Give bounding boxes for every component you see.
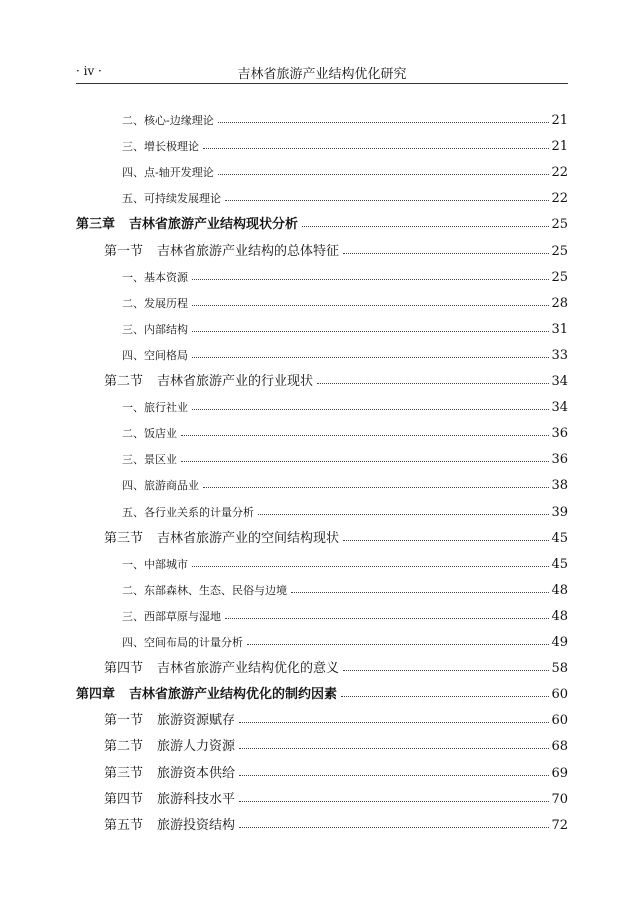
toc-entry-label [76,657,339,676]
toc-entry-title: 三、西部草原与湿地 [122,609,221,623]
toc-page-number: 34 [551,400,568,416]
toc-entry [76,706,568,728]
toc-entry-number: 第三节 [104,530,144,546]
toc-page-number: 48 [551,608,568,624]
toc-entry-label [76,814,235,833]
toc-entry-label [76,788,235,807]
toc-entry-title: 四、旅游商品业 [122,479,199,493]
toc-leader-dots [343,670,549,671]
toc-page-number: 68 [551,739,568,755]
toc-leader-dots [343,540,549,541]
toc-entry-title: 二、东部森林、生态、民俗与边境 [122,583,287,597]
toc-entry-title: 旅游科技水平 [157,791,236,807]
toc-page-number: 69 [551,765,568,781]
page-header [76,62,568,82]
toc-page-number: 21 [551,139,568,155]
toc-entry-label [76,138,199,154]
toc-entry-label [76,321,188,337]
toc-page-number: 58 [551,661,568,677]
toc-entry-title: 四、空间布局的计量分析 [122,636,243,649]
toc-page-number: 25 [551,243,568,259]
toc-entry-label [76,762,235,781]
toc-entry [76,471,568,493]
toc-leader-dots [181,461,549,462]
toc-leader-dots [192,566,549,567]
toc-entry-label [76,608,221,624]
toc-page-number: 28 [551,295,568,311]
toc-entry [76,341,568,363]
toc-leader-dots [192,409,549,410]
toc-entry-number: 第二节 [104,739,144,755]
toc-entry-number: 第一节 [104,713,144,729]
toc-page-number: 38 [551,478,568,494]
toc-entry-title: 吉林省旅游产业结构优化的意义 [157,661,340,677]
toc-entry [76,210,568,232]
toc-entry-label [76,451,177,467]
toc-entry-title: 旅游投资结构 [157,817,236,833]
toc-entry-label [76,582,287,598]
toc-leader-dots [239,775,549,776]
toc-page-number: 72 [551,817,568,833]
running-title: 吉林省旅游产业结构优化研究 [237,67,407,82]
toc-entry-label [76,269,188,285]
toc-entry-title: 吉林省旅游产业结构的总体特征 [157,243,340,259]
toc-leader-dots [225,618,549,619]
toc-page-number: 22 [551,191,568,207]
toc-leader-dots [225,200,549,201]
toc-entry-title: 吉林省旅游产业的空间结构现状 [157,530,340,546]
toc-page-number: 31 [551,321,568,337]
toc-entry [76,628,568,650]
toc-entry-title: 旅游资本供给 [157,765,236,781]
toc-entry-label [76,556,188,572]
toc-leader-dots [239,748,549,749]
toc-entry-number: 第四章 [76,687,116,703]
toc-entry-title: 吉林省旅游产业结构优化的制约因素 [129,687,338,703]
toc-entry-label [76,295,188,311]
toc-page-number: 33 [551,347,568,363]
toc-entry-label [76,527,339,546]
toc-leader-dots [218,122,550,123]
toc-entry-label [76,634,243,650]
toc-page-number: 60 [551,713,568,729]
toc-leader-dots [192,357,549,358]
toc-entry [76,759,568,781]
toc-entry-label [76,504,254,520]
toc-entry-title: 一、基本资源 [122,270,188,284]
toc-leader-dots [218,174,550,175]
toc-leader-dots [343,253,549,254]
toc-entry [76,237,568,259]
toc-entry-label [76,683,337,702]
toc-entry-title: 五、各行业关系的计量分析 [122,505,254,519]
toc-page-number: 45 [551,556,568,572]
toc-entry-number: 第三章 [76,217,116,233]
toc-entry-title: 旅游资源赋存 [157,713,236,729]
toc-entry [76,654,568,676]
toc-entry-title: 四、空间格局 [122,348,188,362]
toc-leader-dots [258,514,549,515]
toc-page-number: 45 [551,530,568,546]
toc-entry-label [76,213,298,232]
toc-entry-label [76,347,188,363]
toc-entry-label [76,164,214,180]
toc-page-number: 39 [551,504,568,520]
toc-leader-dots [317,383,549,384]
toc-page-number: 22 [551,165,568,181]
toc-leader-dots [291,592,549,593]
toc-page-number: 36 [551,452,568,468]
toc-entry [76,732,568,754]
toc-entry-label [76,112,214,128]
toc-page-number: 25 [551,217,568,233]
toc-page-number: 36 [551,426,568,442]
toc-entry-number: 第二节 [104,374,144,389]
toc-leader-dots [341,696,549,697]
toc-entry [76,106,568,128]
toc-entry [76,419,568,441]
toc-entry-title: 一、旅行社业 [122,401,188,415]
toc-page-number: 60 [551,687,568,703]
toc-page-number: 21 [551,113,568,128]
toc-entry-title: 一、中部城市 [122,557,188,571]
toc-entry [76,263,568,285]
toc-entry-title: 三、增长极理论 [122,140,199,154]
toc-leader-dots [302,226,549,227]
toc-leader-dots [192,331,549,332]
toc-entry [76,524,568,546]
toc-entry-label [76,399,188,415]
toc-leader-dots [192,279,549,280]
toc-entry [76,367,568,389]
toc-entry [76,315,568,337]
toc-entry-label [76,709,235,728]
toc-entry [76,132,568,154]
header-rule [76,83,568,84]
toc-page-number: 70 [551,791,568,807]
toc-leader-dots [239,801,549,802]
toc-entry [76,785,568,807]
toc-entry-number: 第四节 [104,661,144,677]
toc-entry [76,184,568,206]
toc-entry-title: 旅游人力资源 [157,739,236,755]
toc-entry [76,393,568,415]
toc-entry-number: 第一节 [104,243,144,259]
toc-entry [76,680,568,702]
toc-entry [76,289,568,311]
toc-leader-dots [203,487,549,488]
toc-entry-title: 吉林省旅游产业结构现状分析 [129,217,299,233]
toc-leader-dots [247,644,549,645]
toc-entry [76,498,568,520]
toc-entry-title: 四、点-轴开发理论 [122,166,214,180]
toc-entry-label [76,477,199,493]
toc-leader-dots [181,435,549,436]
toc-entry-label [76,735,235,754]
toc-page-number: 25 [551,269,568,285]
toc-page-number: 49 [551,635,568,650]
toc-entry [76,158,568,180]
toc-entry-label [76,240,339,259]
toc-entry-title: 二、发展历程 [122,296,188,310]
toc-leader-dots [203,148,549,149]
toc-entry-title: 二、核心-边缘理论 [122,114,214,127]
toc-entry [76,602,568,624]
toc-entry [76,445,568,467]
toc-leader-dots [192,305,549,306]
toc-entry-label [76,425,177,441]
toc-leader-dots [239,722,549,723]
toc-entry [76,811,568,833]
toc-entry-title: 吉林省旅游产业的行业现状 [157,374,314,389]
toc-page-number: 34 [551,374,568,389]
toc-entry-title: 二、饭店业 [122,427,177,441]
toc-entry-number: 第五节 [104,817,144,833]
toc-entry-title: 五、可持续发展理论 [122,192,221,206]
toc-entry-title: 三、景区业 [122,453,177,467]
toc-entry-number: 第三节 [104,765,144,781]
toc-entry-label [76,370,313,389]
toc-entry [76,576,568,598]
toc-entry [76,550,568,572]
toc-entry-title: 三、内部结构 [122,322,188,336]
toc-entry-label [76,190,221,206]
toc-entry-number: 第四节 [104,791,144,807]
page-number: · iv · [76,64,102,78]
toc-page-number: 48 [551,582,568,598]
toc-leader-dots [239,827,549,828]
